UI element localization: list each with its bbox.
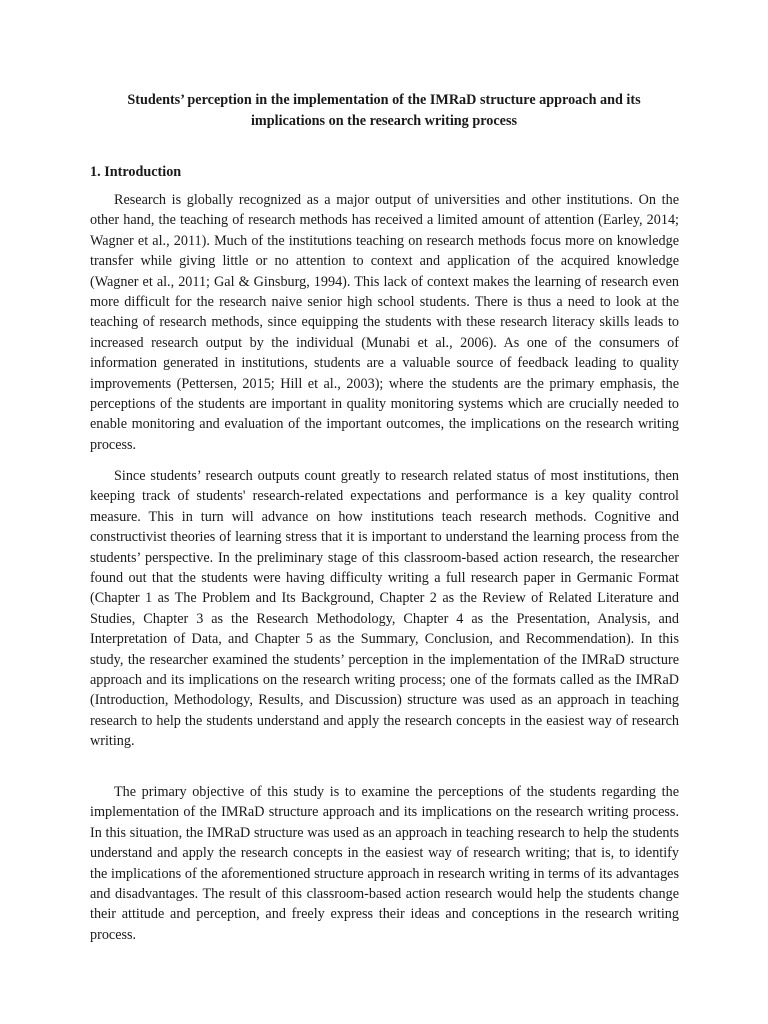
paragraph-1: Research is globally recognized as a major output of universities and other institutions. On the other hand, the teaching of research methods has received a limited amount of attention (Earley, 2014; Wagner et al., 2011). Much of the institutions teaching on research methods focus more on knowledge transfer while giving little or no attention to context and application of the acquired knowledge (Wagner et al., 2011; Gal & Ginsburg, 1994). This lack of context makes the learning of research even more difficult for the research naive senior high school students. There is thus a need to look at the teaching of research methods, since equipping the students with these research literacy skills leads to increased research output by the individual (Munabi et al., 2006). As one of the consumers of information generated in institutions, students are a valuable source of feedback leading to quality improvements (Pettersen, 2015; Hill et al., 2003); where the students are the primary emphasis, the perceptions of the students are important in quality monitoring systems which are crucially needed to enable monitoring and evaluation of the important outcomes, the implications on the research writing process. — [90, 192, 679, 453]
paper-title-line-2: implications on the research writing process — [250, 113, 517, 129]
paragraph-2: Since students’ research outputs count greatly to research related status of most institutions, then keeping track of students' research-related expectations and performance is a key quality control measure. This in turn will advance on how institutions teach research methods. Cognitive and constructivist theories of learning stress that it is important to understand the learning process from the students’ perspective. In the preliminary stage of this classroom-based action research, the researcher found out that the students were having difficulty writing a full research paper in Germanic Format (Chapter 1 as The Problem and Its Background, Chapter 2 as the Review of Related Literature and Studies, Chapter 3 as the Research Methodology, Chapter 4 as the Presentation, Analysis, and Interpretation of Data, and Chapter 5 as the Summary, Conclusion, and Recommendation). In this study, the researcher examined the students’ perception in the implementation of the IMRaD structure approach and its implications on the research writing process; one of the formats called as the IMRaD (Introduction, Methodology, Results, and Discussion) structure was used as an approach in teaching research to help the students understand and apply the research concepts in the easiest way of research writing. — [90, 468, 679, 750]
section-heading-introduction: 1. Introduction — [90, 164, 182, 180]
paper-title-line-1: Students’ perception in the implementation of the IMRaD structure approach and its — [127, 92, 641, 108]
paragraph-3: The primary objective of this study is to examine the perceptions of the students regarding the implementation of the IMRaD structure approach and its implications on the research writing process. In this situation, the IMRaD structure was used as an approach in teaching research to help the students understand and apply the research concepts in the easiest way of research writing; that is, to identify the implications of the aforementioned structure approach in research writing in terms of its advantages and disadvantages. The result of this classroom-based action research would help the students change their attitude and perception, and freely express their ideas and conceptions in the research writing process. — [90, 784, 679, 943]
paper-title — [90, 90, 678, 132]
